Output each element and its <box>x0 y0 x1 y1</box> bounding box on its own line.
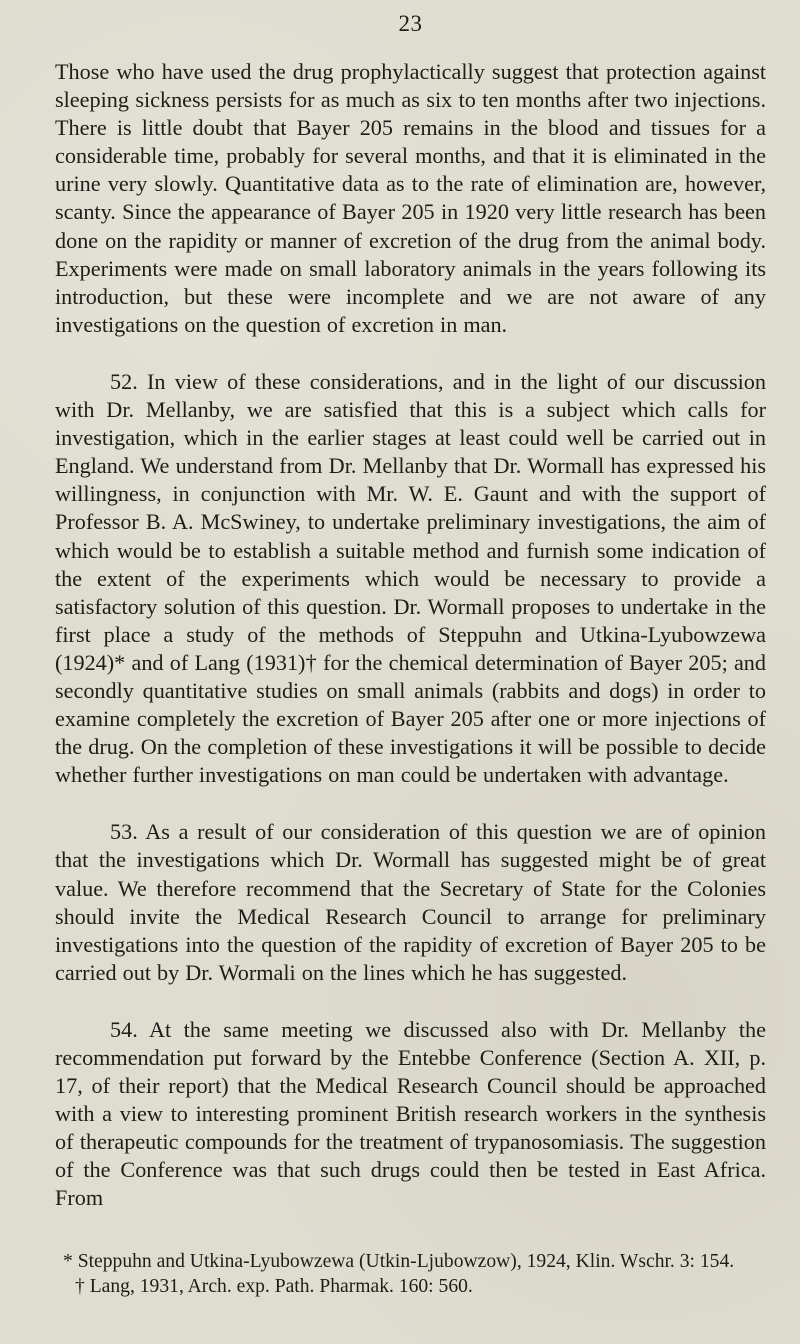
footnote-steppuhn: * Steppuhn and Utkina-Lyubowzewa (Utkin-Ljubowzow), 1924, Klin. Wschr. 3: 154. <box>63 1250 735 1272</box>
paragraph-52: 52. In view of these considerations, and in the light of our discussion with Dr. Mellanby, we are satisfied that this is a subject which calls for investigation, which in the earlier stages at least could well be carried out in England. We understand from Dr. Mellanby that Dr. Wormall has expressed his willingness, in conjunction with Mr. W. E. Gaunt and with the support of Professor B. A. McSwiney, to undertake preliminary investigations, the aim of which would be to establish a suitable method and furnish some indication of the extent of the experiments which would be necessary to provide a satisfactory solution of this question. Dr. Wormall proposes to undertake in the first place a study of the methods of Steppuhn and Utkina-Lyubowzewa (1924)* and of Lang (1931)† for the chemical determination of Bayer 205; and secondly quantitative studies on small animals (rabbits and dogs) in order to examine completely the excretion of Bayer 205 after one or more injections of the drug. On the completion of these investigations it will be possible to decide whether further investigations on man could be undertaken with advantage. <box>55 368 766 788</box>
paragraph-53: 53. As a result of our consideration of this question we are of opinion that the investigations which Dr. Wormall has suggested might be of great value. We therefore recommend that the Secretary of State for the Colonies should invite the Medical Research Council to arrange for preliminary investigations into the question of the rapidity of excretion of Bayer 205 to be carried out by Dr. Wormali on the lines which he has suggested. <box>55 819 766 985</box>
footnote-lang: † Lang, 1931, Arch. exp. Path. Pharmak. 160: 560. <box>75 1275 473 1297</box>
paragraph-gap <box>55 987 766 1016</box>
footnotes <box>55 1249 766 1299</box>
page-number: 23 <box>398 11 423 36</box>
paragraph-54: 54. At the same meeting we discussed also with Dr. Mellanby the recommendation put forward by the Entebbe Conference (Section A. XII, p. 17, of their report) that the Medical Research Council should be approached with a view to interesting prominent British research workers in the synthesis of therapeutic compounds for the treatment of trypanosomiasis. The suggestion of the Conference was that such drugs could then be tested in East Africa. From <box>55 1016 766 1211</box>
paragraph-gap <box>55 789 766 818</box>
paragraph-continuation: Those who have used the drug prophylactically suggest that protection against sleeping sickness persists for as much as six to ten months after two injections. There is little doubt that Bayer 205 remains in the blood and tissues for a considerable time, probably for several months, and that it is eliminated in the urine very slowly. Quantitative data as to the rate of elimination are, however, scanty. Since the appearance of Bayer 205 in 1920 very little research has been done on the rapidity or manner of excretion of the drug from the animal body. Experiments were made on small laboratory animals in the years following its introduction, but these were incomplete and we are not aware of any investigations on the question of excretion in man. <box>55 59 766 337</box>
paragraph-gap <box>55 339 766 368</box>
